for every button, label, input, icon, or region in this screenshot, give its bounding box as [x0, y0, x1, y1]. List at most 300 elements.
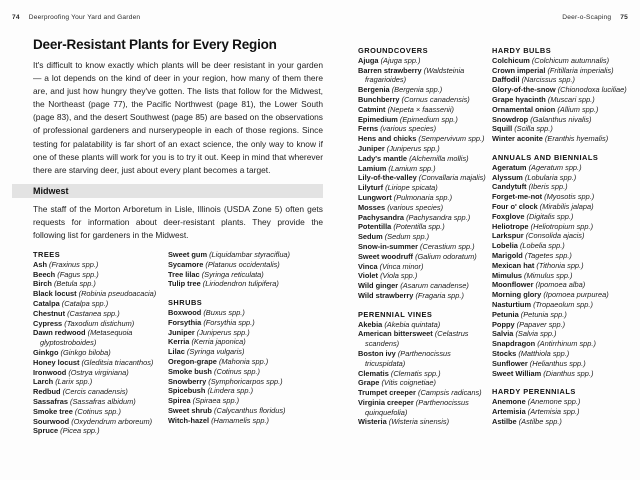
plant-entry	[492, 212, 634, 222]
plant-entry	[358, 262, 491, 272]
page-number-right: 75	[620, 14, 628, 21]
plant-entry	[33, 407, 167, 417]
plant-common-name: Astilbe	[492, 416, 517, 426]
plant-entry	[492, 320, 634, 330]
plant-latin-name: (Alchemilla mollis)	[409, 153, 469, 163]
plant-entry	[358, 222, 491, 232]
article-title: Deer-Resistant Plants for Every Region	[33, 37, 277, 52]
plant-entry	[168, 347, 326, 357]
plant-common-name: Ornamental onion	[492, 104, 556, 114]
plant-latin-name: (Cotinus spp.)	[214, 366, 261, 376]
plant-latin-name: (Ipomoea purpurea)	[543, 290, 609, 300]
plant-latin-name: (Gleditsia triacanthos)	[81, 357, 154, 367]
plant-entry	[168, 386, 326, 396]
plant-common-name: Potentilla	[358, 222, 392, 232]
plant-entry	[492, 290, 634, 300]
plant-common-name: Forsythia	[168, 317, 202, 327]
plant-entry	[358, 85, 491, 95]
plant-common-name: Salvia	[492, 329, 514, 339]
running-head-title-right: Deer-o-Scaping	[562, 14, 612, 21]
plant-latin-name: (Artemisia spp.)	[527, 406, 580, 416]
running-head-right	[562, 14, 628, 21]
plant-entry	[358, 66, 491, 86]
plant-entry	[358, 271, 491, 281]
plant-latin-name: (Campsis radicans)	[417, 388, 482, 398]
plant-common-name: Smoke bush	[168, 366, 212, 376]
plant-entry	[492, 407, 634, 417]
plant-common-name: Wild ginger	[358, 281, 399, 291]
plant-latin-name: (Liriope spicata)	[385, 183, 438, 193]
plant-entry	[492, 66, 634, 76]
plant-entry	[492, 339, 634, 349]
intro-paragraph: It's difficult to know exactly which plants will be deer resistant in your garden — a lot depends on the kind of deer in your region, how many of them there are, and just how hungry they've gotten. The lists that follow for the Midwest, the Northeast (page 77), the Pacific Northwest (page 81), the Lower South (page 83), and the desert Southwest (page 85) are based on the observations of professional gardeners and nurserypeople in each of those regions. Since testing for palatability is far short of an exact science, the only way to know if one of these plants will work for you is to try it out. Keep in mind that wherever there are starving deer, just about every plant becomes a target.	[33, 60, 323, 175]
plant-latin-name: (Liquidambar styraciflua)	[209, 250, 290, 259]
plant-latin-name: (Catalpa spp.)	[61, 298, 109, 308]
plant-latin-name: (Picea spp.)	[60, 426, 100, 436]
plant-common-name: Forget-me-not	[492, 192, 543, 202]
plant-entry	[168, 377, 326, 387]
plant-latin-name: (Forsythia spp.)	[203, 317, 255, 327]
plant-latin-name: (Muscari spp.)	[547, 94, 595, 104]
plant-entry	[492, 251, 634, 261]
plant-common-name: Honey locust	[33, 357, 80, 367]
plant-entry	[358, 134, 491, 144]
plant-common-name: Colchicum	[492, 55, 530, 65]
plant-common-name: Black locust	[33, 289, 77, 299]
plant-latin-name: (Fragaria spp.)	[415, 290, 464, 300]
plant-latin-name: (Syringa reticulata)	[201, 269, 264, 279]
plant-latin-name: (Hamamelis spp.)	[211, 415, 269, 425]
page-number-left: 74	[12, 14, 20, 21]
plant-common-name: Moonflower	[492, 280, 534, 290]
plant-latin-name: (various species)	[387, 202, 444, 212]
plant-entry	[358, 183, 491, 193]
plant-entry	[168, 337, 326, 347]
plant-entry	[492, 280, 634, 290]
plant-entry	[492, 75, 634, 85]
plant-common-name: Barren strawberry	[358, 65, 422, 75]
plant-latin-name: (Matthiola spp.)	[518, 348, 570, 358]
plant-list-trees	[33, 250, 167, 436]
plant-entry	[358, 291, 491, 301]
plant-common-name: Lobelia	[492, 241, 518, 251]
plant-latin-name: (Metasequoia glyptostroboides)	[40, 328, 133, 348]
plant-latin-name: (Petunia spp.)	[520, 309, 567, 319]
plant-latin-name: (Clematis spp.)	[390, 368, 441, 378]
plant-entry	[492, 310, 634, 320]
plant-latin-name: (Cotinus spp.)	[74, 406, 121, 416]
plant-latin-name: (Juniperus spp.)	[196, 327, 250, 337]
plant-entry	[492, 397, 634, 407]
plant-entry	[492, 329, 634, 339]
plant-latin-name: (Parthenocissus quinquefolia)	[365, 397, 469, 417]
plant-common-name: Poppy	[492, 319, 515, 329]
plant-common-name: Spruce	[33, 426, 59, 436]
plant-common-name: Wisteria	[358, 417, 387, 427]
plant-entry	[358, 203, 491, 213]
plant-latin-name: (Castanea spp.)	[67, 308, 120, 318]
plant-common-name: Larkspur	[492, 231, 524, 241]
plant-entry	[168, 250, 326, 260]
plant-entry	[33, 426, 167, 436]
plant-common-name: Lungwort	[358, 192, 392, 202]
plant-latin-name: (Sempervivum spp.)	[418, 134, 485, 144]
plant-entry	[492, 85, 634, 95]
plant-common-name: Glory-of-the-snow	[492, 85, 556, 95]
plant-entry	[33, 417, 167, 427]
plant-latin-name: (Ipomoea alba)	[535, 280, 586, 290]
plant-latin-name: (Buxus spp.)	[203, 307, 245, 317]
plant-common-name: Redbud	[33, 387, 61, 397]
plant-latin-name: (Tagetes spp.)	[524, 250, 572, 260]
plant-latin-name: (Betula spp.)	[53, 279, 96, 289]
plant-latin-name: (Fraxinus spp.)	[49, 259, 99, 269]
plant-entry	[358, 193, 491, 203]
plant-common-name: Dawn redwood	[33, 328, 86, 338]
plant-latin-name: (Antirrhinum spp.)	[537, 339, 596, 349]
plant-latin-name: (Pulmonaria spp.)	[393, 192, 453, 202]
plant-entry	[168, 416, 326, 426]
plant-latin-name: (Sassafras albidum)	[70, 396, 136, 406]
plant-common-name: Heliotrope	[492, 221, 529, 231]
plant-latin-name: (Juniperus spp.)	[386, 143, 440, 153]
plant-common-name: Nasturtium	[492, 299, 532, 309]
plant-common-name: Epimedium	[358, 114, 398, 124]
plant-entry	[168, 396, 326, 406]
plant-entry	[492, 241, 634, 251]
plant-common-name: Juniper	[358, 143, 385, 153]
plant-latin-name: (Ostrya virginiana)	[68, 367, 129, 377]
plant-latin-name: (Pachysandra spp.)	[406, 212, 471, 222]
plant-common-name: Ajuga	[358, 55, 379, 65]
plant-common-name: Mosses	[358, 202, 386, 212]
plant-entry	[492, 163, 634, 173]
plant-latin-name: (Galanthus nivalis)	[530, 114, 592, 124]
plant-entry	[492, 271, 634, 281]
plant-entry	[33, 279, 167, 289]
plant-entry	[33, 309, 167, 319]
plant-common-name: Clematis	[358, 368, 389, 378]
plant-latin-name: (Oxydendrum arboreum)	[71, 416, 153, 426]
running-head-left	[12, 14, 140, 21]
plant-entry	[168, 357, 326, 367]
plant-common-name: Sourwood	[33, 416, 70, 426]
plant-entry	[168, 308, 326, 318]
plant-common-name: Stocks	[492, 348, 517, 358]
plant-common-name: Ginkgo	[33, 347, 59, 357]
plant-common-name: Spirea	[168, 396, 191, 406]
plant-entry	[358, 164, 491, 174]
plant-common-name: Akebia	[358, 319, 383, 329]
plant-latin-name: (Taxodium distichum)	[64, 318, 135, 328]
plant-entry	[358, 115, 491, 125]
plant-common-name: Wild strawberry	[358, 290, 414, 300]
plant-list-bulbs-annuals-perennials	[492, 46, 634, 426]
section-header-midwest	[12, 184, 323, 198]
plant-common-name: Alyssum	[492, 172, 523, 182]
plant-latin-name: (Mirabilis jalapa)	[539, 201, 594, 211]
plant-entry	[358, 56, 491, 66]
plant-latin-name: (Potentilla spp.)	[393, 222, 445, 232]
plant-entry	[33, 289, 167, 299]
plant-latin-name: (Cercis canadensis)	[62, 387, 128, 397]
plant-common-name: Cypress	[33, 318, 63, 328]
plant-common-name: Vinca	[358, 261, 378, 271]
plant-latin-name: (Astilbe spp.)	[518, 416, 562, 426]
plant-common-name: Beech	[33, 269, 56, 279]
plant-common-name: Lilac	[168, 347, 185, 357]
plant-entry	[168, 318, 326, 328]
plant-entry	[492, 95, 634, 105]
plant-entry	[168, 279, 326, 289]
plant-latin-name: (Galium odoratum)	[415, 251, 477, 261]
plant-latin-name: (Allium spp.)	[557, 104, 599, 114]
plant-latin-name: (Ageratum spp.)	[528, 162, 582, 172]
plant-entry	[358, 320, 491, 330]
plant-latin-name: (Vitis coignetiae)	[381, 378, 436, 388]
plant-common-name: Violet	[358, 271, 378, 281]
plant-latin-name: (Waldsteinia fragarioides)	[365, 65, 465, 85]
plant-entry	[492, 115, 634, 125]
list-heading: HARDY BULBS	[492, 46, 552, 55]
plant-latin-name: (Lobelia spp.)	[519, 241, 565, 251]
plant-list-groundcovers-vines	[358, 46, 491, 427]
plant-entry	[168, 406, 326, 416]
plant-common-name: Morning glory	[492, 290, 542, 300]
plant-common-name: Sedum	[358, 232, 383, 242]
plant-entry	[492, 173, 634, 183]
plant-entry	[358, 105, 491, 115]
plant-entry	[358, 329, 491, 349]
plant-common-name: Bunchberry	[358, 94, 400, 104]
plant-common-name: Lily-of-the-valley	[358, 173, 417, 183]
plant-latin-name: (Celastrus scandens)	[365, 329, 469, 349]
plant-entry	[492, 300, 634, 310]
plant-list-shrubs	[168, 250, 326, 426]
plant-common-name: Ash	[33, 259, 47, 269]
plant-entry	[33, 260, 167, 270]
plant-latin-name: (Bergenia spp.)	[391, 85, 443, 95]
plant-latin-name: (Lamium spp.)	[388, 163, 436, 173]
plant-entry	[33, 358, 167, 368]
plant-entry	[33, 328, 167, 348]
plant-common-name: Witch-hazel	[168, 415, 209, 425]
plant-latin-name: (Wisteria sinensis)	[388, 417, 450, 427]
plant-latin-name: (Platanus occidentalis)	[205, 259, 280, 269]
plant-entry	[33, 348, 167, 358]
plant-latin-name: (Digitalis spp.)	[526, 211, 574, 221]
plant-entry	[358, 124, 491, 134]
plant-entry	[358, 378, 491, 388]
plant-latin-name: (Helianthus spp.)	[529, 358, 586, 368]
plant-common-name: Marigold	[492, 250, 523, 260]
list-heading: GROUNDCOVERS	[358, 46, 429, 55]
plant-latin-name: (Tithonia spp.)	[536, 260, 584, 270]
plant-common-name: Oregon-grape	[168, 356, 217, 366]
plant-common-name: Lady's mantle	[358, 153, 407, 163]
plant-entry	[492, 105, 634, 115]
plant-entry	[492, 359, 634, 369]
plant-common-name: Crown imperial	[492, 65, 546, 75]
plant-latin-name: (Heliotropium spp.)	[530, 221, 594, 231]
plant-latin-name: (Syringa vulgaris)	[186, 347, 245, 357]
section-intro-paragraph: The staff of the Morton Arboretum in Lisle, Illinois (USDA Zone 5) often gets requests for information about deer-resistant plants. They provide the following list for gardeners in the Midwest.	[33, 204, 323, 241]
plant-latin-name: (Parthenocissus tricuspidata)	[365, 348, 451, 368]
plant-latin-name: (Mimulus spp.)	[524, 270, 573, 280]
plant-common-name: Tulip tree	[168, 279, 201, 289]
plant-entry	[492, 56, 634, 66]
plant-latin-name: (Iberis spp.)	[528, 182, 568, 192]
plant-latin-name: (Consolida ajacis)	[525, 231, 585, 241]
list-heading: HARDY PERENNIALS	[492, 387, 576, 397]
plant-latin-name: (Ginkgo biloba)	[60, 347, 111, 357]
plant-entry	[492, 124, 634, 134]
plant-latin-name: (Mahonia spp.)	[218, 356, 269, 366]
plant-entry	[358, 95, 491, 105]
plant-common-name: Catalpa	[33, 298, 60, 308]
plant-common-name: Ageratum	[492, 162, 527, 172]
plant-common-name: Petunia	[492, 309, 519, 319]
plant-common-name: Pachysandra	[358, 212, 405, 222]
plant-common-name: Lamium	[358, 163, 387, 173]
plant-entry	[492, 369, 634, 379]
list-heading: ANNUALS AND BIENNIALS	[492, 152, 599, 162]
plant-common-name: Ironwood	[33, 367, 67, 377]
plant-common-name: Grape hyacinth	[492, 94, 546, 104]
plant-entry	[492, 222, 634, 232]
plant-common-name: Hens and chicks	[358, 134, 417, 144]
plant-common-name: Sweet gum	[168, 250, 208, 259]
plant-latin-name: (Robinia pseudoacacia)	[78, 289, 157, 299]
plant-entry	[33, 319, 167, 329]
plant-entry	[358, 232, 491, 242]
plant-latin-name: (Symphoricarpos spp.)	[208, 376, 283, 386]
plant-latin-name: (Papaver spp.)	[516, 319, 566, 329]
plant-common-name: Spicebush	[168, 386, 206, 396]
plant-common-name: Smoke tree	[33, 406, 73, 416]
plant-entry	[358, 417, 491, 427]
plant-latin-name: (Lindera spp.)	[207, 386, 254, 396]
plant-entry	[168, 270, 326, 280]
plant-latin-name: (Lobularia spp.)	[524, 172, 577, 182]
plant-latin-name: (Fritillaria imperialis)	[547, 65, 614, 75]
plant-entry	[492, 417, 634, 427]
plant-latin-name: (Colchicum autumnalis)	[531, 55, 610, 65]
plant-latin-name: (Akebia quintata)	[384, 319, 441, 329]
plant-latin-name: (Cerastium spp.)	[420, 241, 475, 251]
plant-common-name: Catmint	[358, 104, 386, 114]
plant-entry	[492, 349, 634, 359]
list-heading: TREES	[33, 250, 61, 259]
section-heading-label: Midwest	[33, 186, 69, 196]
plant-entry	[358, 349, 491, 369]
plant-common-name: Mimulus	[492, 270, 522, 280]
plant-common-name: Four o' clock	[492, 201, 538, 211]
plant-common-name: Sassafras	[33, 396, 68, 406]
plant-entry	[358, 252, 491, 262]
plant-entry	[358, 173, 491, 183]
plant-entry	[358, 213, 491, 223]
list-heading: SHRUBS	[168, 298, 203, 308]
plant-common-name: Trumpet creeper	[358, 388, 416, 398]
plant-common-name: Snapdragon	[492, 339, 536, 349]
plant-common-name: Winter aconite	[492, 134, 543, 144]
plant-entry	[33, 270, 167, 280]
plant-latin-name: (Vinca minor)	[379, 261, 424, 271]
plant-common-name: Grape	[358, 378, 380, 388]
plant-common-name: Sycamore	[168, 259, 204, 269]
plant-common-name: Chestnut	[33, 308, 66, 318]
plant-common-name: Sweet woodruff	[358, 251, 414, 261]
plant-entry	[358, 388, 491, 398]
plant-entry	[358, 369, 491, 379]
plant-common-name: Foxglove	[492, 211, 525, 221]
plant-entry	[33, 397, 167, 407]
running-head-title-left: Deerproofing Your Yard and Garden	[28, 14, 141, 21]
plant-entry	[358, 242, 491, 252]
plant-latin-name: (Myosotis spp.)	[544, 192, 595, 202]
plant-entry	[168, 328, 326, 338]
plant-common-name: Sunflower	[492, 358, 528, 368]
plant-entry	[33, 368, 167, 378]
plant-common-name: Boxwood	[168, 307, 202, 317]
plant-latin-name: (various species)	[380, 124, 437, 134]
plant-latin-name: (Ajuga spp.)	[380, 55, 421, 65]
plant-common-name: Squill	[492, 124, 513, 134]
plant-entry	[358, 281, 491, 291]
plant-latin-name: (Convallaria majalis)	[418, 173, 486, 183]
plant-entry	[33, 377, 167, 387]
plant-latin-name: (Sedum spp.)	[384, 232, 430, 242]
plant-common-name: Daffodil	[492, 75, 520, 85]
plant-latin-name: (Asarum canadense)	[400, 281, 469, 291]
plant-common-name: Larch	[33, 377, 54, 387]
plant-latin-name: (Larix spp.)	[55, 377, 93, 387]
plant-latin-name: (Nepeta × faassenii)	[387, 104, 454, 114]
plant-common-name: Bergenia	[358, 85, 390, 95]
plant-common-name: Birch	[33, 279, 52, 289]
plant-entry	[33, 299, 167, 309]
plant-latin-name: (Kerria japonica)	[191, 337, 246, 347]
plant-entry	[33, 387, 167, 397]
plant-common-name: Tree lilac	[168, 269, 200, 279]
plant-latin-name: (Chionodoxa luciliae)	[557, 85, 627, 95]
plant-common-name: Candytuft	[492, 182, 527, 192]
plant-latin-name: (Epimedium spp.)	[399, 114, 458, 124]
plant-entry	[492, 182, 634, 192]
plant-common-name: Mexican hat	[492, 260, 535, 270]
plant-latin-name: (Dianthus spp.)	[543, 368, 594, 378]
plant-common-name: Ferns	[358, 124, 379, 134]
plant-common-name: Lilyturf	[358, 183, 384, 193]
plant-latin-name: (Calycanthus floridus)	[214, 405, 286, 415]
plant-entry	[168, 260, 326, 270]
plant-common-name: Snowberry	[168, 376, 207, 386]
plant-common-name: Boston ivy	[358, 348, 396, 358]
plant-entry	[358, 144, 491, 154]
plant-common-name: Snowdrop	[492, 114, 529, 124]
plant-entry	[358, 154, 491, 164]
plant-common-name: Anemone	[492, 397, 526, 407]
plant-common-name: American bittersweet	[358, 329, 433, 339]
plant-entry	[492, 192, 634, 202]
plant-common-name: Sweet William	[492, 368, 542, 378]
plant-common-name: Sweet shrub	[168, 405, 212, 415]
plant-entry	[492, 202, 634, 212]
plant-latin-name: (Viola spp.)	[380, 271, 418, 281]
plant-latin-name: (Fagus spp.)	[57, 269, 99, 279]
plant-entry	[492, 134, 634, 144]
